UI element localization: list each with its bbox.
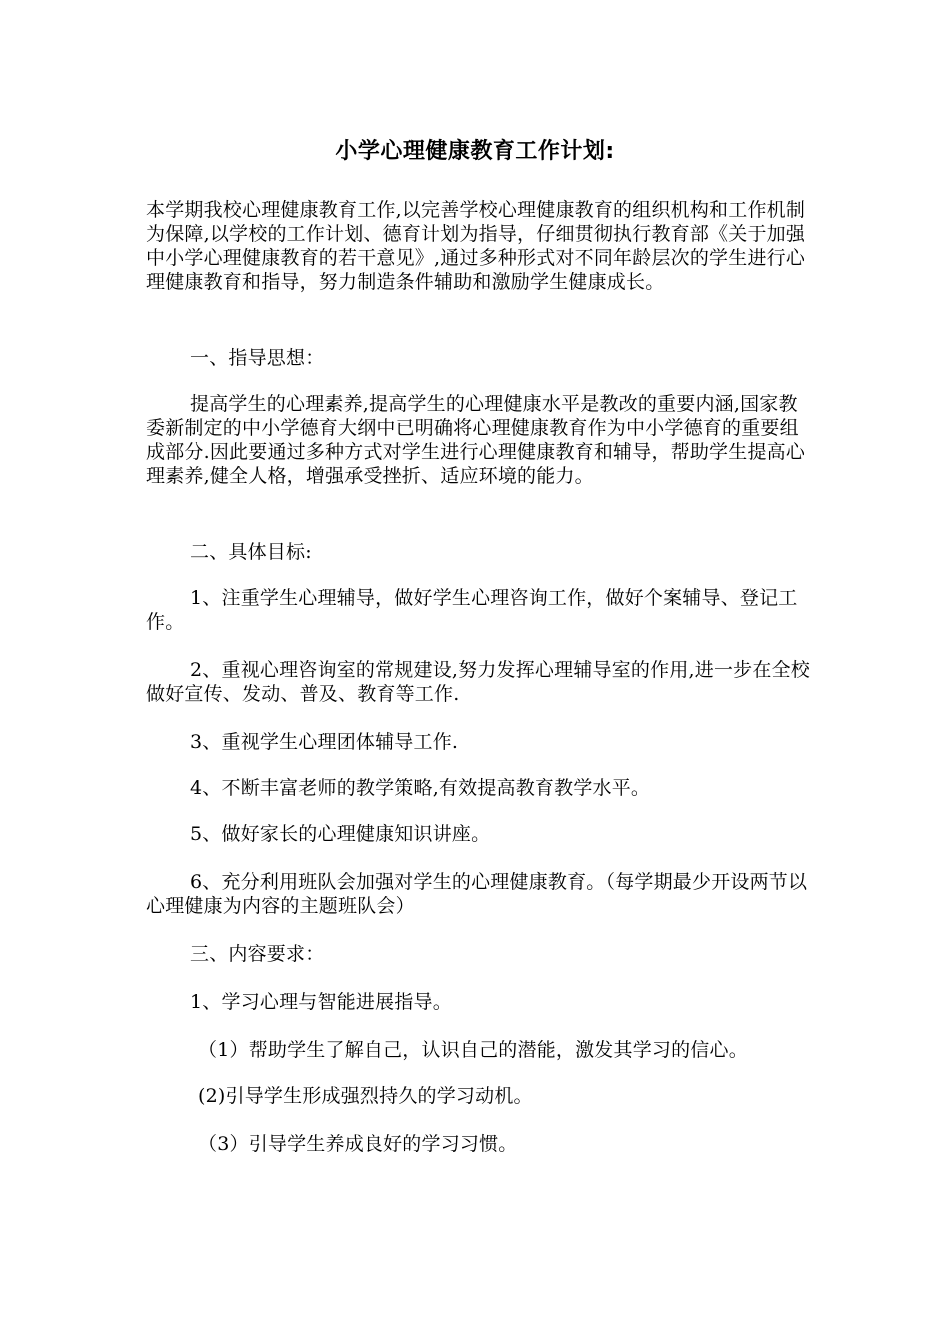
goal-item: 6、充分利用班队会加强对学生的心理健康教育。（每学期最少开设两节以心理健康为内容的主题班队会） [146, 871, 808, 917]
document-title: 小学心理健康教育工作计划: [335, 139, 615, 164]
intro-paragraph: 本学期我校心理健康教育工作,以完善学校心理健康教育的组织机构和工作机制为保障,以学校的工作计划、德育计划为指导，仔细贯彻执行教育部《关于加强中小学心理健康教育的若干意见》,通过多种形式对不同年龄层次的学生进行心理健康教育和指导，努力制造条件辅助和激励学生健康成长。 [146, 199, 806, 293]
content-item: 1、学习心理与智能进展指导。 [190, 991, 452, 1013]
section-heading-specific-goals: 二、具体目标: [190, 541, 312, 563]
section-heading-guiding-thought: 一、指导思想： [190, 347, 325, 369]
content-subitem: （1）帮助学生了解自己，认识自己的潜能，激发其学习的信心。 [198, 1039, 748, 1061]
goal-item: 5、做好家长的心理健康知识讲座。 [190, 823, 491, 845]
goal-item: 3、重视学生心理团体辅导工作. [190, 731, 459, 753]
content-subitem: （3）引导学生养成良好的学习习惯。 [198, 1133, 518, 1155]
goal-item: 2、重视心理咨询室的常规建设,努力发挥心理辅导室的作用,进一步在全校做好宣传、发动、普及、教育等工作. [146, 659, 810, 705]
guiding-thought-paragraph: 提高学生的心理素养,提高学生的心理健康水平是教改的重要内涵,国家教委新制定的中小学德育大纲中已明确将心理健康教育作为中小学德育的重要组成部分.因此要通过多种方式对学生进行心理健康教育和辅导，帮助学生提高心理素养,健全人格，增强承受挫折、适应环境的能力。 [146, 393, 806, 487]
content-subitem: (2)引导学生形成强烈持久的学习动机。 [198, 1085, 533, 1107]
section-heading-content-requirements: 三、内容要求： [190, 943, 325, 965]
goal-item: 4、不断丰富老师的教学策略,有效提高教育教学水平。 [190, 777, 651, 799]
goal-item: 1、注重学生心理辅导，做好学生心理咨询工作，做好个案辅导、登记工作。 [146, 587, 798, 633]
